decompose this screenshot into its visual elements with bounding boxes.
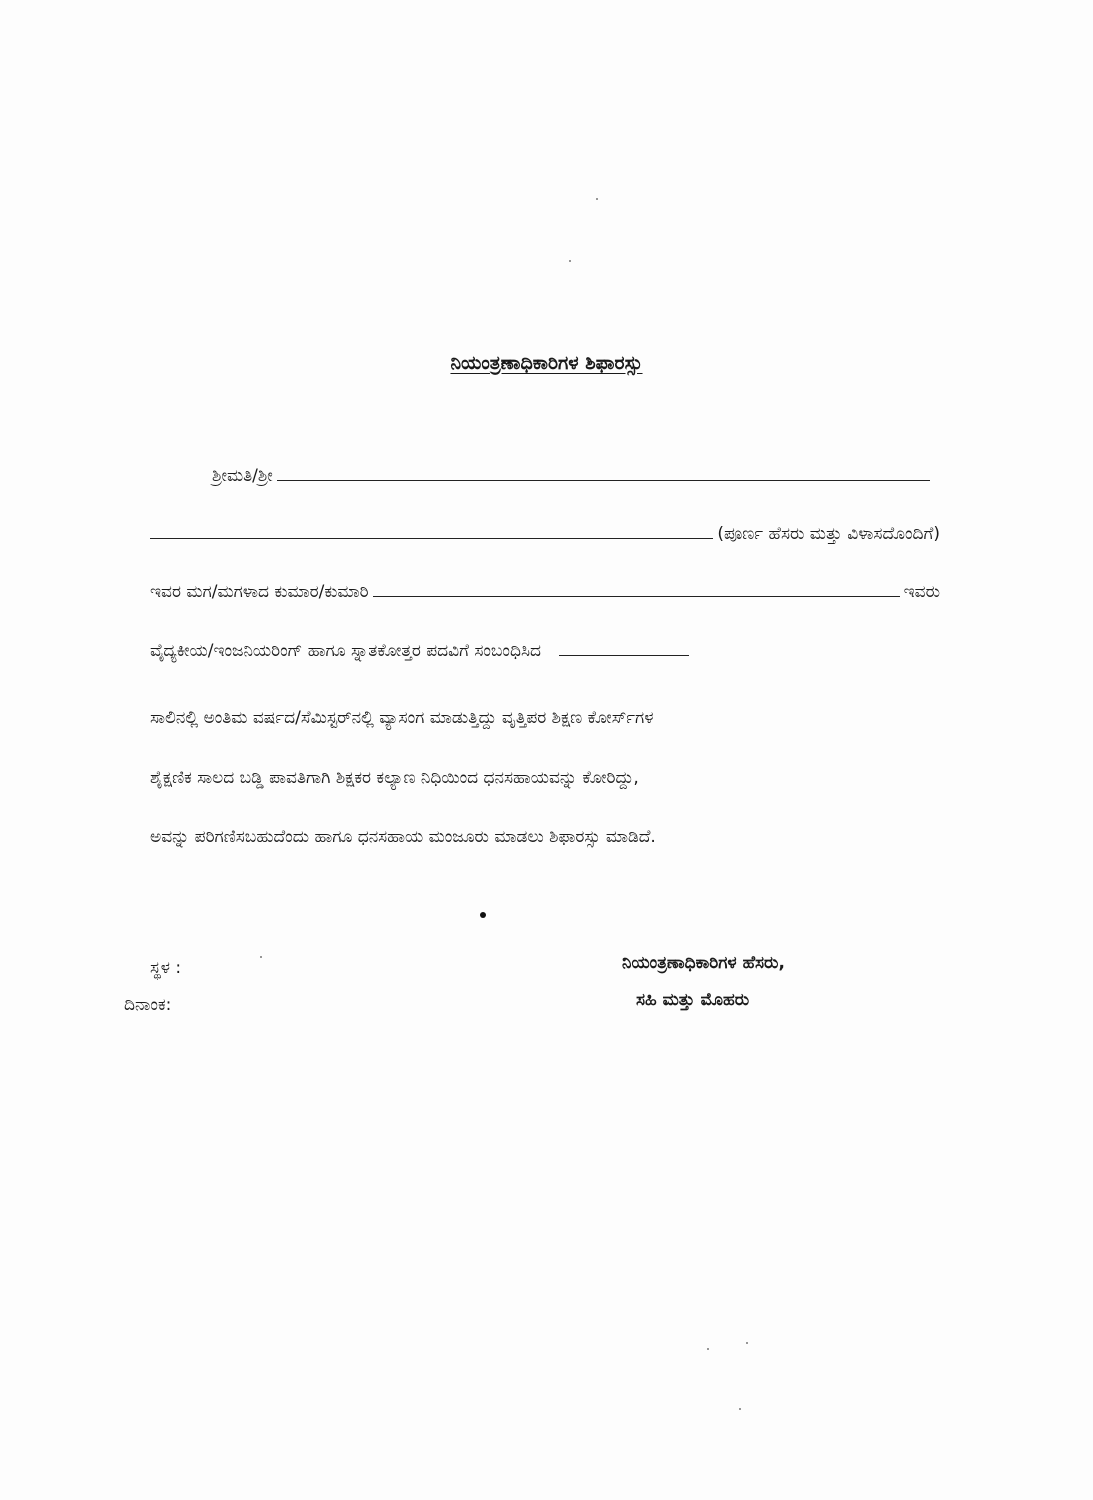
course-line	[150, 641, 940, 661]
scan-speck	[739, 1408, 741, 1410]
address-line	[150, 524, 940, 544]
signature-seal-label: ಸಹಿ ಮತ್ತು ಮೊಹರು	[636, 990, 750, 1010]
address-blank[interactable]	[150, 537, 713, 539]
paragraph-line-5: ಸಾಲಿನಲ್ಲಿ ಅಂತಿಮ ವರ್ಷದ/ಸೆಮಿಸ್ಟರ್‌ನಲ್ಲಿ ವ್ಯಾಸಂಗ ಮಾಡುತ್ತಿದ್ದು ವೃತ್ತಿಪರ ಶಿಕ್ಷಣ ಕೋರ್ಸ್‌ಗಳ	[150, 708, 654, 728]
form-title-text: ನಿಯಂತ್ರಣಾಧಿಕಾರಿಗಳ ಶಿಫಾರಸ್ಸು	[450, 352, 643, 374]
year-blank[interactable]	[559, 654, 689, 656]
place-label: ಸ್ಥಳ :	[150, 958, 182, 978]
form-title	[0, 352, 1093, 374]
course-text: ವೈದ್ಯಕೀಯ/ಇಂಜನಿಯರಿಂಗ್ ಹಾಗೂ ಸ್ನಾತಕೋತ್ತರ ಪದವಿಗೆ ಸಂಬಂಧಿಸಿದ	[150, 641, 541, 661]
scan-speck	[707, 1348, 709, 1350]
scan-speck	[596, 198, 598, 200]
full-name-hint: (ಪೂರ್ಣ ಹೆಸರು ಮತ್ತು ವಿಳಾಸದೊಂದಿಗೆ)	[717, 524, 940, 544]
child-name-blank[interactable]	[373, 595, 900, 597]
name-blank[interactable]	[277, 479, 930, 481]
scan-speck	[569, 260, 571, 262]
salutation-label: ಶ್ರೀಮತಿ/ಶ್ರೀ	[212, 466, 273, 486]
name-line	[212, 466, 934, 486]
scan-speck	[746, 1342, 748, 1344]
child-suffix-label: ಇವರು	[903, 582, 940, 602]
paragraph-line-6: ಶೈಕ್ಷಣಿಕ ಸಾಲದ ಬಡ್ಡಿ ಪಾವತಿಗಾಗಿ ಶಿಕ್ಷಕರ ಕಲ್ಯಾಣ ನಿಧಿಯಿಂದ ಧನಸಹಾಯವನ್ನು ಕೋರಿದ್ದು,	[150, 768, 639, 788]
ink-dot	[480, 912, 486, 918]
paragraph-line-7: ಅವನ್ನು ಪರಿಗಣಿಸಬಹುದೆಂದು ಹಾಗೂ ಧನಸಹಾಯ ಮಂಜೂರು ಮಾಡಲು ಶಿಫಾರಸ್ಸು ಮಾಡಿದೆ.	[150, 827, 656, 847]
child-prefix-label: ಇವರ ಮಗ/ಮಗಳಾದ ಕುಮಾರ/ಕುಮಾರಿ	[150, 582, 369, 602]
officer-name-label: ನಿಯಂತ್ರಣಾಧಿಕಾರಿಗಳ ಹೆಸರು,	[622, 953, 785, 973]
date-label: ದಿನಾಂಕ:	[124, 995, 172, 1015]
child-line	[150, 582, 940, 602]
scan-speck	[260, 956, 262, 958]
